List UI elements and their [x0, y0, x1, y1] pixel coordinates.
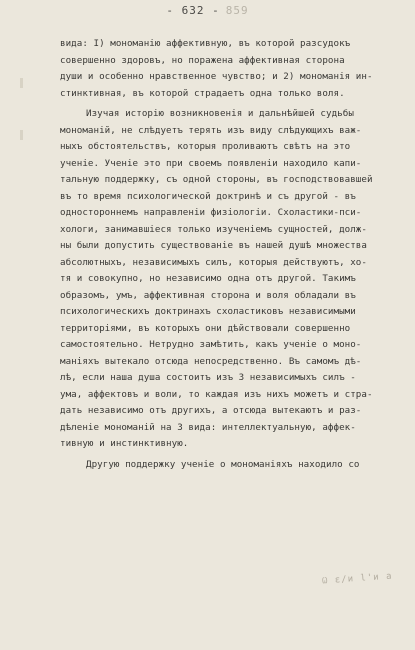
text-line: ученіе. Ученіе это при своемъ появленіи находило капи-	[60, 157, 362, 169]
text-line: Изучая исторію возникновенія и дальнѣйшей судьбы	[86, 108, 354, 119]
text-line: души и особенно нравственное чувство; и 2) мономанія ин-	[60, 71, 373, 82]
text-line: стинктивная, въ которой страдаетъ одна только воля.	[60, 87, 345, 99]
margin-mark	[20, 78, 23, 88]
text-line: самостоятельно. Нетрудно замѣтить, какъ ученіе о моно-	[60, 339, 362, 350]
page-number	[0, 4, 415, 17]
text-line: одностороннемъ направленіи физіологіи. Схоластики-пси-	[60, 207, 362, 218]
text-line: образомъ, умъ, аффективная сторона и воля обладали въ	[60, 289, 356, 301]
text-line: въ то время психологической доктринѣ и съ другой - въ	[60, 190, 356, 202]
text-line: ума, аффектовъ и воли, то каждая изъ нихъ можетъ и стра-	[60, 388, 373, 400]
page-number-text: - 632 -	[166, 4, 220, 17]
text-line: лѣ, если наша душа состоитъ изъ 3 независимыхъ силъ -	[60, 372, 356, 383]
margin-marks	[10, 36, 36, 596]
text-line: тивную и инстинктивную.	[60, 438, 189, 449]
text-line: тя и совокупно, но независимо одна отъ другой. Такимъ	[60, 273, 356, 284]
text-line: Другую поддержку ученіе о мономаніяхъ находило со	[86, 458, 360, 470]
text-line: вида: I) мономанію аффективную, въ которой разсудокъ	[60, 38, 351, 49]
text-line: дать независимо отъ другихъ, а отсюда вытекаютъ и раз-	[60, 405, 362, 416]
body-text	[60, 36, 400, 473]
text-line: территоріями, въ которыхъ они дѣйствовали совершенно	[60, 322, 351, 334]
text-line: ны были допустить существованіе въ нашей душѣ множества	[60, 240, 367, 251]
text-line: маніяхъ вытекало отсюда непосредственно. Въ самомъ дѣ-	[60, 355, 362, 367]
text-line: хологи, занимавшіеся только изученіемъ сущностей, долж-	[60, 223, 367, 235]
signature-bleed-through: Ѡ ε/и l'и а	[322, 571, 394, 587]
text-line: совершенно здоровъ, но поражена аффективная сторона	[60, 54, 345, 66]
text-line: мономаній, не слѣдуетъ терять изъ виду слѣдующихъ важ-	[60, 124, 362, 136]
text-line: ныхъ обстоятельствъ, которыя проливаютъ свѣтъ на это	[60, 141, 351, 152]
page-number-bleed-through: 859	[225, 4, 249, 17]
margin-mark	[20, 130, 23, 140]
text-line: абсолютныхъ, независимыхъ силъ, которыя действуютъ, хо-	[60, 256, 367, 268]
text-line: тальную поддержку, съ одной стороны, въ господствовавшей	[60, 174, 373, 185]
text-line: дѣленіе мономаній на 3 вида: интеллектуальную, аффек-	[60, 421, 356, 433]
text-line: психологическихъ доктринахъ схоластиковъ независимыми	[60, 306, 356, 317]
